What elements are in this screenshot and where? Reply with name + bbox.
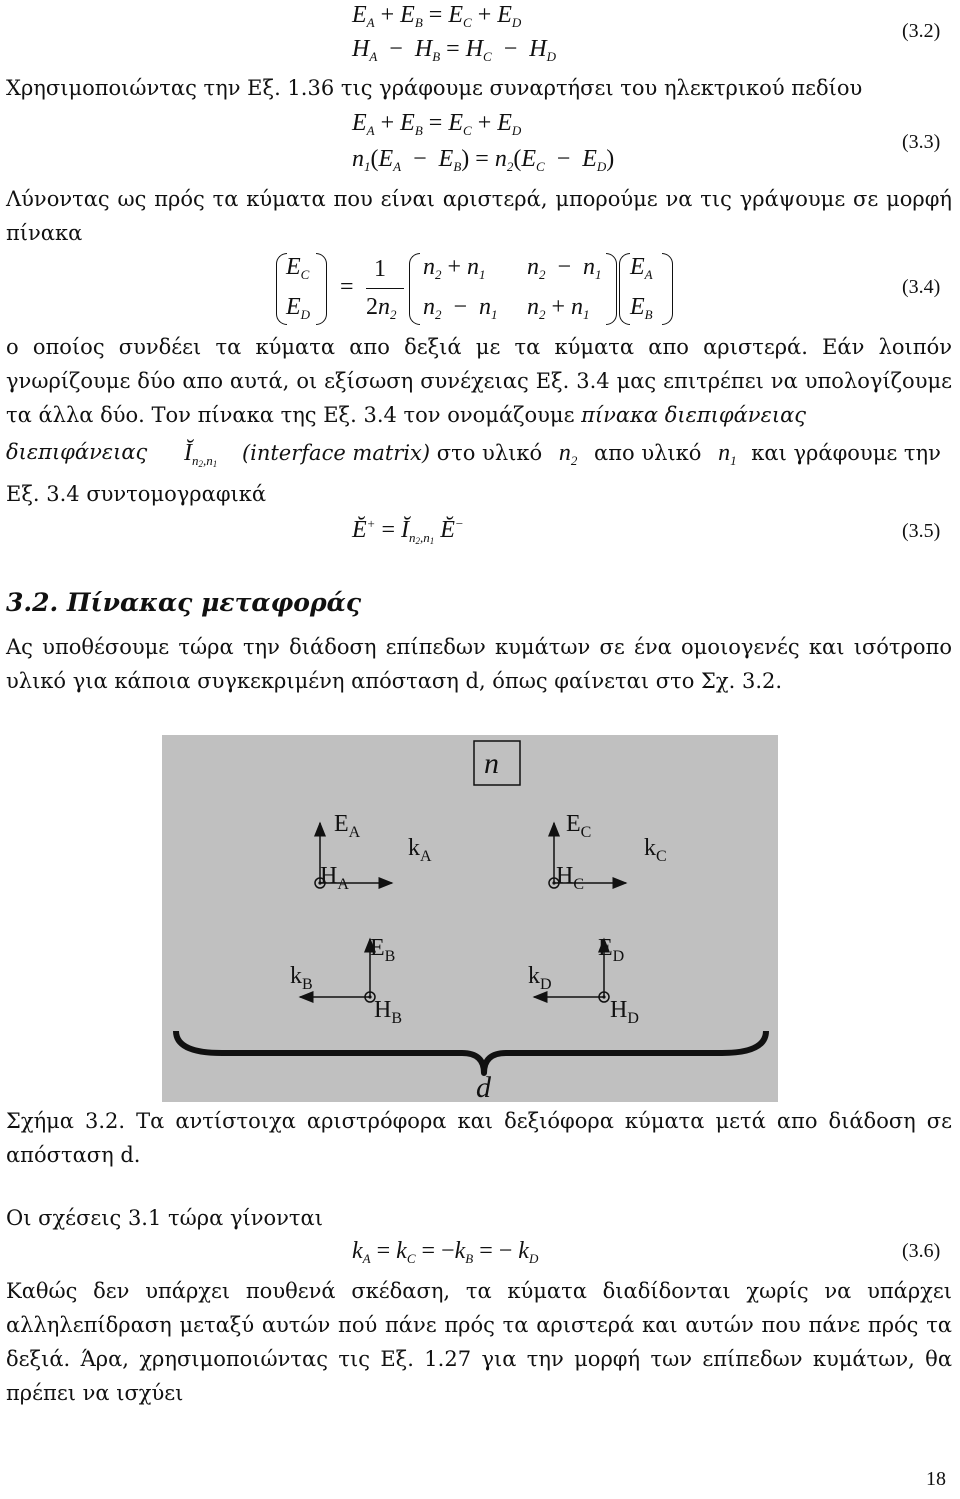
eq-3-5: Ĕ+ = $Ĭ_{n_2,n_1}$ Ĕ− [352, 516, 464, 546]
svg-text:HC: $H_C$ [556, 863, 585, 893]
eq-3-3-line2: $n_1(E_A - E_B) = n_2(E_C - E_D)$ [352, 146, 615, 174]
svg-text:kC: $k_C$ [644, 835, 667, 865]
page-number: 18 [926, 1468, 946, 1490]
section-heading: 3.2. Πίνακας μεταφοράς [6, 588, 362, 617]
svg-text:EC: $E_C$ [566, 811, 592, 841]
paragraph-section: Ας υποθέσουμε τώρα την διάδοση επίπεδων κυμάτων σε ένα ομοιογενές και ισότροπο υλικό για κάποια συγκεκριμένη απόσταση d, όπως φαίνεται στο Σχ. 3.2. [6, 635, 952, 693]
text-relations-intro: Οι σχέσεις 3.1 τώρα γίνονται [6, 1206, 323, 1230]
figure-caption: Σχήμα 3.2. Τα αντίστοιχα αριστρόφορα και δεξιόφορα κύματα μετά απο διάδοση σε απόσταση d. [6, 1109, 952, 1167]
svg-text:kB: $k_B$ [290, 963, 313, 993]
paragraph-final: Καθώς δεν υπάρχει πουθενά σκέδαση, τα κύματα διαδίδονται χωρίς να υπάρχει αλληλεπίδραση μεταξύ αυτών πού πάνε πρός τα αριστερά και αυτών που πάνε πρός τα δεξιά. Άρα, χρησιμοποιώντας τις Εξ. 1.27 για την μορφή των επίπεδων κυμάτων, θα πρέπει να ισχύει [6, 1279, 952, 1405]
eq-3-2-label: (3.2) [902, 20, 941, 42]
figure-medium-label: n [484, 747, 499, 780]
eq-3-4-label: (3.4) [902, 276, 941, 298]
eq-3-3-label: (3.3) [902, 131, 941, 153]
paragraph-interface-matrix: ο οποίος συνδέει τα κύματα απο δεξιά με τα κύματα απο αριστερά. Εάν λοιπόν γνωρίζουμε δύο απο αυτά, οι εξίσωση συνέχειας Εξ. 3.4 μας επιτρέπει να υπολογίζουμε τα άλλα δύο. Τον πίνακα της Εξ. 3.4 τον ονομάζουμε πίνακα διεπιφάνειας [6, 335, 952, 427]
eq-3-6: $k_A = k_C = -k_B$ = − $k_D$ [352, 1238, 539, 1266]
eq-3-2-line1: $E_A + E_B = E_C + E_D$ [352, 2, 522, 30]
svg-text:HA: $H_A$ [320, 863, 349, 893]
svg-text:HD: $H_D$ [610, 997, 639, 1027]
interface-matrix-prefix: διεπιφάνειας [6, 440, 148, 464]
svg-text:ED: $E_D$ [598, 935, 625, 965]
svg-text:EB: $E_B$ [370, 935, 396, 965]
interface-matrix-line: $Ĭ_{n_2,n_1}$ (interface matrix) στο υλικό $n_2$ απο υλικό $n_1$ και γράφουμε την [184, 440, 941, 469]
eq-3-3-line1: $E_A + E_B = E_C + E_D$ [352, 110, 522, 138]
eq-3-5-label: (3.5) [902, 520, 941, 542]
svg-text:kA: $k_A$ [408, 835, 432, 865]
text-line-after-3-2: Χρησιμοποιώντας την Εξ. 1.36 τις γράφουμε συναρτήσει του ηλεκτρικού πεδίου [6, 76, 863, 100]
eq-3-2-line2: $H_A - H_B = H_C - H_D$ [352, 36, 556, 64]
svg-text:kD: $k_D$ [528, 963, 552, 993]
figure-3-2 [162, 735, 778, 1102]
svg-text:HB: $H_B$ [374, 997, 403, 1027]
svg-text:EA: $E_A$ [334, 811, 361, 841]
paragraph-matrix-intro: Λύνοντας ως πρός τα κύματα που είναι αριστερά, μπορούμε να τις γράψουμε σε μορφή πίνακα [6, 187, 952, 245]
eq-3-6-label: (3.6) [902, 1240, 941, 1262]
text-shorthand: Εξ. 3.4 συντομογραφικά [6, 482, 267, 506]
figure-distance-label: d [476, 1071, 491, 1102]
